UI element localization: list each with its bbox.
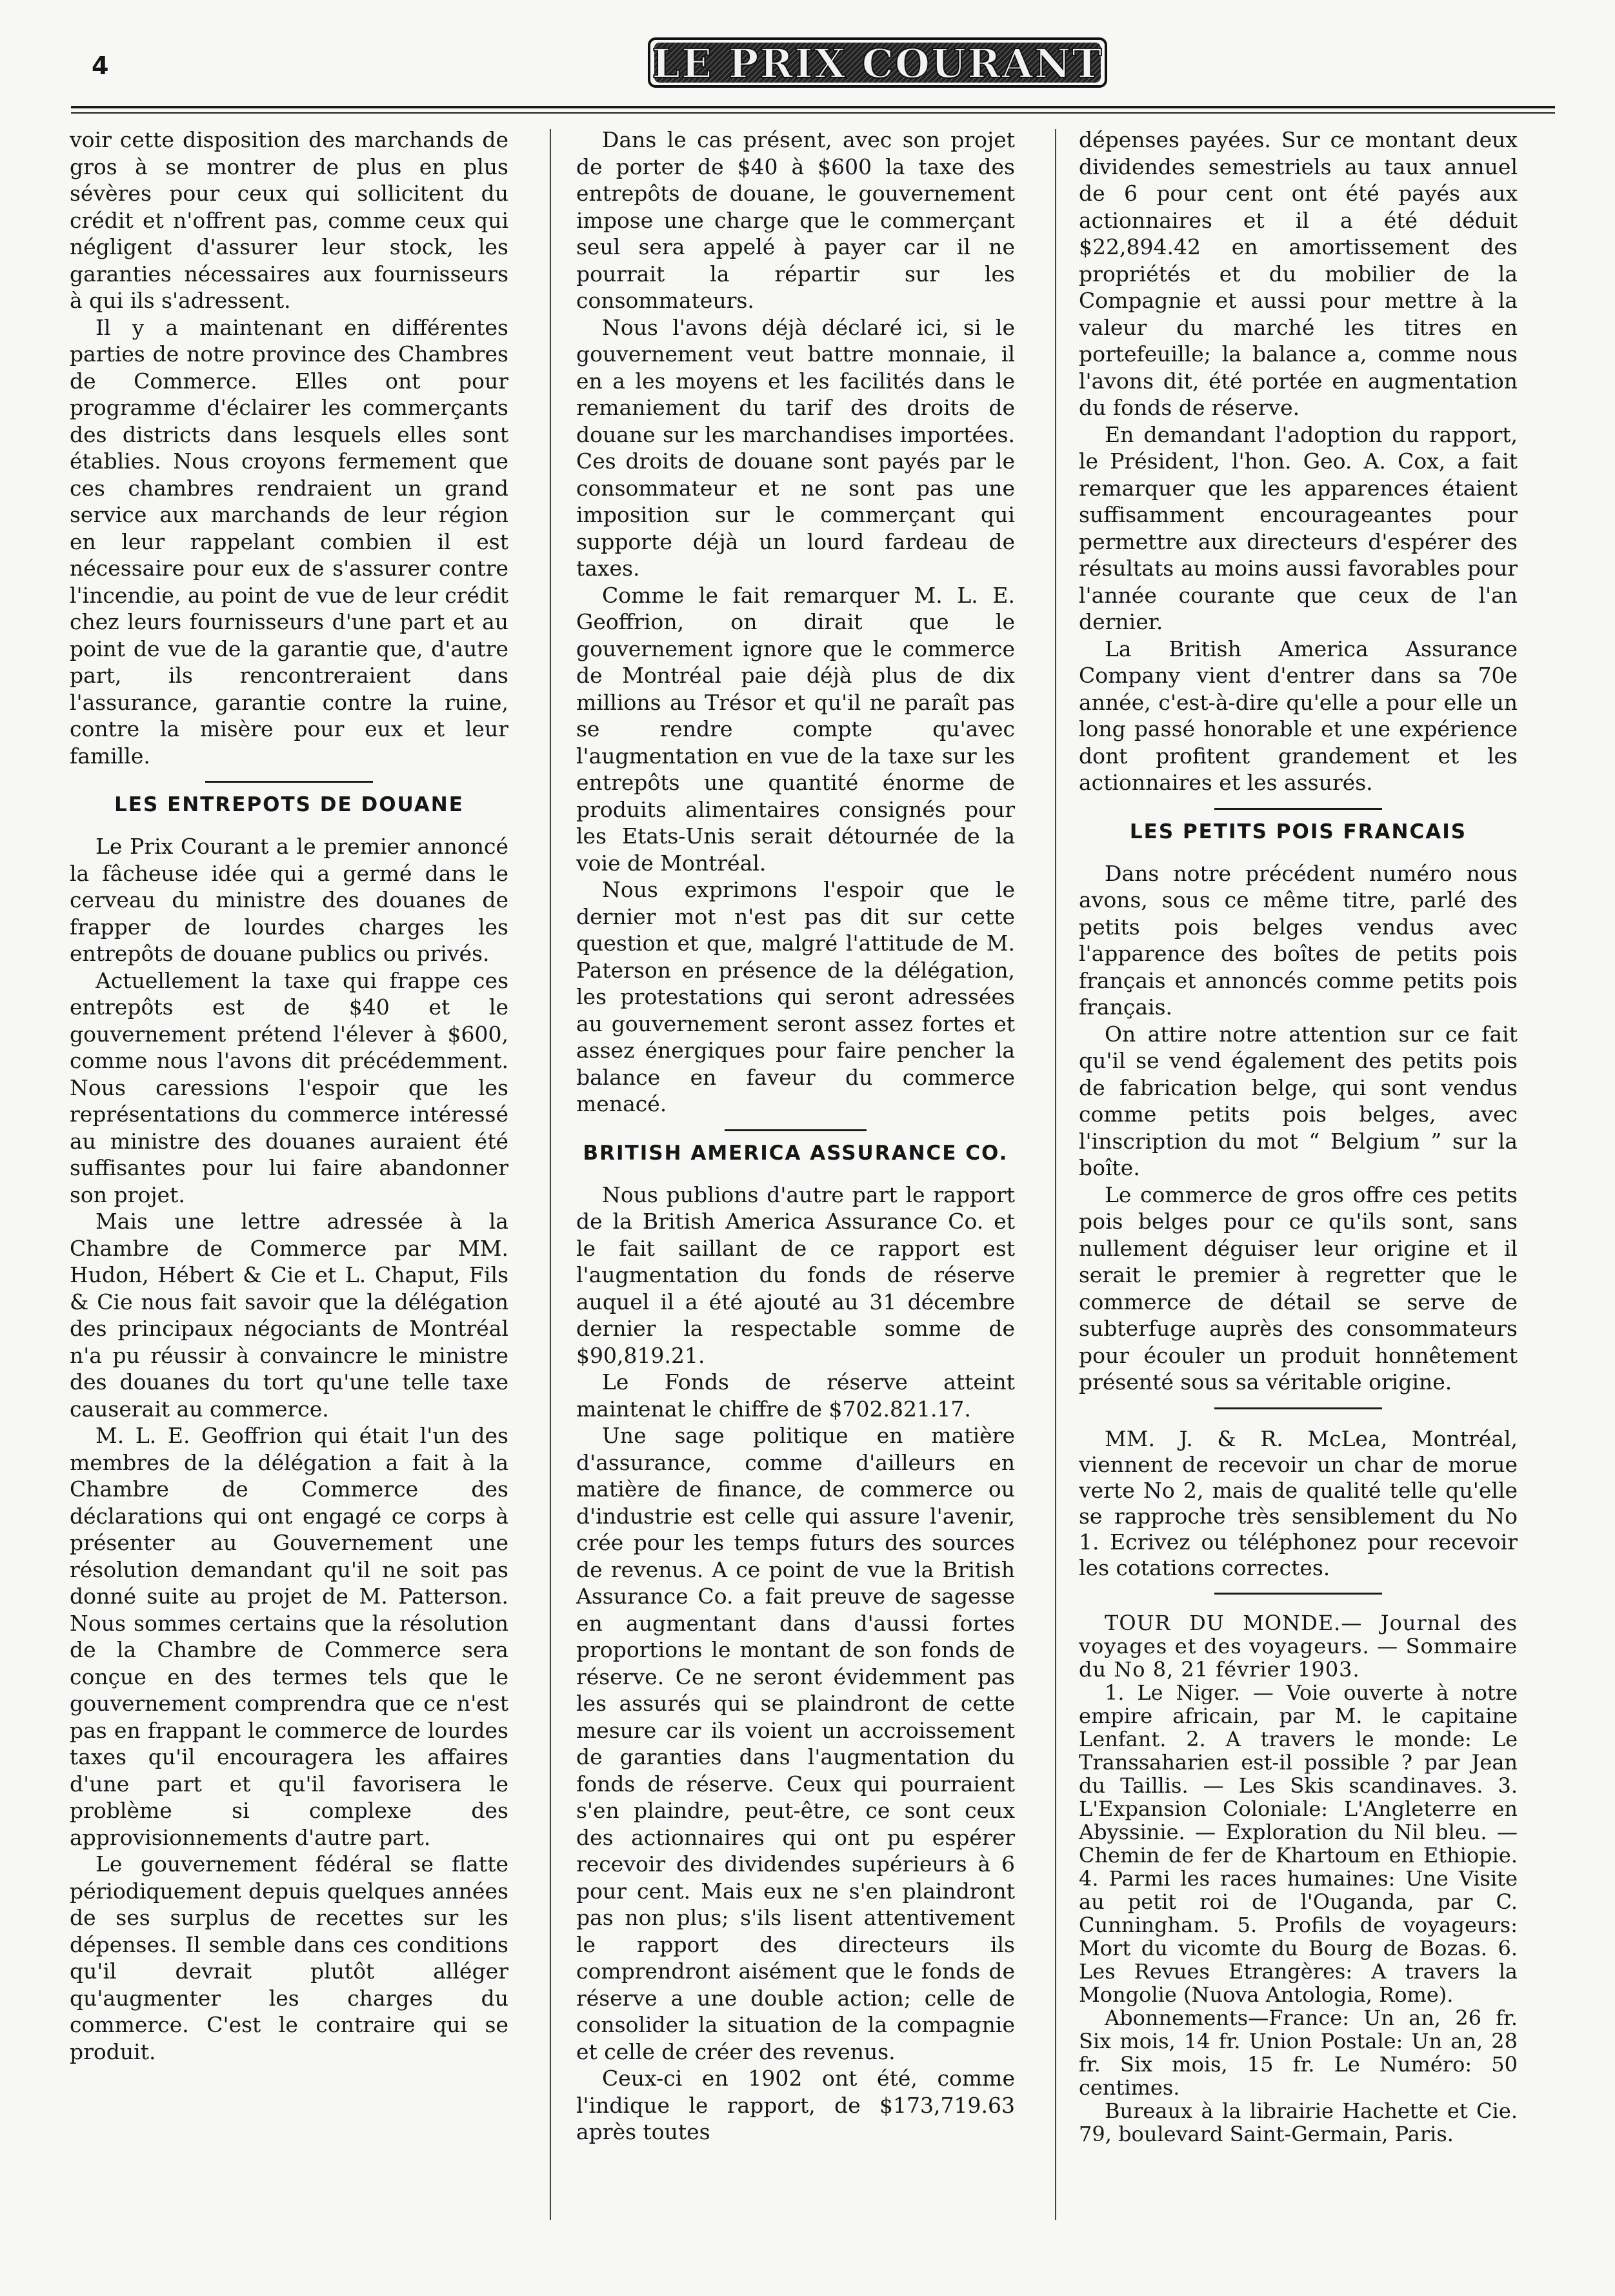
page-number: 4 — [92, 52, 109, 80]
masthead-rule — [71, 106, 1555, 108]
section-rule — [205, 781, 373, 783]
tour-du-monde-review — [1079, 1611, 1518, 2146]
section-rule — [1214, 1407, 1382, 1409]
article-paragraph: Le Prix Courant a le premier annoncé la fâcheuse idée qui a germé dans le cerveau du ministre des douanes de frapper de lourdes charges les entrepôts de douane publics ou privés. — [70, 834, 508, 966]
column-divider — [1055, 129, 1056, 2220]
article-paragraph: M. L. E. Geoffrion qui était l'un des membres de la délégation a fait à la Chambre de Commerce des déclarations qui ont engagé ce corps à présenter au Gouvernement une résolution demandant qu'il ne soit pas donné suite au projet de M. Patterson. Nous sommes certains que la résolution de la Chambre de Commerce sera conçue en des termes tels que le gouvernement comprendra que ce n'est pas en frappant le commerce de lourdes taxes qu'il encouragera les affaires d'une part et qu'il favorisera le problème si complexe des approvisionnements d'autre part. — [70, 1423, 508, 1850]
article-paragraph: Le gouvernement fédéral se flatte périodiquement depuis quelques années de ses surplus de recettes sur les dépenses. Il semble dans ces conditions qu'il devrait plutôt alléger qu'augmenter les charges du commerce. C'est le contraire qui se produit. — [70, 1851, 508, 2064]
column-2 — [576, 126, 1015, 2146]
article-paragraph: Le commerce de gros offre ces petits pois belges pour ce qu'ils sont, sans nullement déguiser leur origine et il serait le premier à regretter que le commerce de détail se serve de subterfuge auprès des consommateurs pour écouler un produit honnêtement présenté sous sa véritable origine. — [1079, 1182, 1518, 1395]
article-paragraph: Nous exprimons l'espoir que le dernier mot n'est pas dit sur cette question et que, malgré l'attitude de M. Paterson en présence de la délégation, les protestations qui seront adressées au gouvernement seront assez fortes et assez énergiques pour faire pencher la balance en faveur du commerce menacé. — [576, 877, 1015, 1116]
masthead-rule-thin — [71, 112, 1555, 114]
review-paragraph: TOUR DU MONDE.— Journal des voyages et des voyageurs. — Sommaire du No 8, 21 février 1903. — [1079, 1610, 1518, 1682]
section-rule — [1214, 1593, 1382, 1595]
masthead — [65, 30, 1574, 101]
article-paragraph: On attire notre attention sur ce fait qu'il se vend également des petits pois de fabrication belge, qui sont vendus comme petits pois belges, avec l'inscription du mot “ Belgium ” sur la boîte. — [1079, 1021, 1518, 1180]
intro-paragraph: voir cette disposition des marchands de gros à se montrer de plus en plus sévères pour ceux qui sollicitent du crédit et n'offrent pas, comme ceux qui négligent d'assurer leur stock, les garanties nécessaires aux fournisseurs à qui ils s'adressent. — [70, 127, 508, 313]
intro-paragraph: Il y a maintenant en différentes parties de notre province des Chambres de Commerce. Elles ont pour programme d'éclairer les commerçants des districts dans lesquels elles sont établies. Nous croyons fermement que ces chambres rendraient un grand service aux marchands de leur région en leur rappelant combien il est nécessaire pour eux de s'assurer contre l'incendie, au point de vue de leur crédit chez leurs fournisseurs d'une part et au point de vue de la garantie que, d'autre part, ils rencontreraient dans l'assurance, garantie contre la ruine, contre la misère pour eux et leur famille. — [70, 314, 508, 769]
section-rule — [725, 1129, 867, 1131]
review-paragraph: Abonnements—France: Un an, 26 fr. Six mois, 14 fr. Union Postale: Un an, 28 fr. Six mois, 15 fr. Le Numéro: 50 centimes. — [1079, 2005, 1518, 2100]
article-paragraph: Nous l'avons déjà déclaré ici, si le gouvernement veut battre monnaie, il en a les moyens et les facilités dans le remaniement du tarif des droits de douane sur les marchandises importées. Ces droits de douane sont payés par le consommateur et ne sont pas une imposition sur le commerçant qui supporte déjà un lourd fardeau de taxes. — [576, 314, 1015, 581]
article-paragraph: Comme le fait remarquer M. L. E. Geoffrion, on dirait que le gouvernement ignore que le commerce de Montréal paie déjà plus de dix millions au Trésor et qu'il ne paraît pas se rendre compte qu'avec l'augmentation en vue de la taxe sur les entrepôts une quantité énorme de produits alimentaires consignés pour les Etats-Unis serait détournée de la voie de Montréal. — [576, 582, 1015, 876]
column-1 — [70, 126, 508, 2065]
article-paragraph: En demandant l'adoption du rapport, le Président, l'hon. Geo. A. Cox, a fait remarquer que les apparences étaient suffisamment encourageantes pour permettre aux directeurs d'espérer des résultats au moins aussi favorables pour l'année courante que ceux de l'an dernier. — [1079, 421, 1518, 634]
masthead-logo — [645, 30, 1110, 94]
article-paragraph: Dans notre précédent numéro nous avons, sous ce même titre, parlé des petits pois belges vendus avec l'apparence des boîtes de petits pois français et annoncés comme petits pois français. — [1079, 860, 1518, 1020]
article-paragraph: Mais une lettre adressée à la Chambre de Commerce par MM. Hudon, Hébert & Cie et L. Chaput, Fils & Cie nous fait savoir que la délégation des principaux négociants de Montréal n'a pu réussir à convaincre le ministre des douanes du tort qu'une telle taxe causerait au commerce. — [70, 1209, 508, 1422]
article-paragraph: Nous publions d'autre part le rapport de la British America Assurance Co. et le fait saillant de ce rapport est l'augmentation du fonds de réserve auquel il a été ajouté au 31 décembre dernier la respectable somme de $90,819.21. — [576, 1182, 1015, 1368]
article-paragraph: Dans le cas présent, avec son projet de porter de $40 à $600 la taxe des entrepôts de douane, le gouvernement impose une charge que le commerçant seul sera appelé à payer car il ne pourrait la répartir sur les consommateurs. — [576, 127, 1015, 313]
article-paragraph: dépenses payées. Sur ce montant deux dividendes semestriels au taux annuel de 6 pour cent ont été payés aux actionnaires et il a été déduit $22,894.42 en amortissement des propriétés et du mobilier de la Compagnie et aussi pour mettre à la valeur du marché les titres en portefeuille; la balance a, comme nous l'avons dit, été portée en augmentation du fonds de réserve. — [1079, 127, 1518, 420]
article-paragraph: Le Fonds de réserve atteint maintenat le chiffre de $702.821.17. — [576, 1369, 1015, 1422]
review-paragraph: 1. Le Niger. — Voie ouverte à notre empire africain, par M. le capitaine Lenfant. 2. A travers le monde: Le Transsaharien est-il possible ? par Jean du Taillis. — Les Skis scandinaves. 3. L'Expansion Coloniale: L'Angleterre en Abyssinie. — Exploration du Nil bleu. — Chemin de fer de Khartoum en Ethiopie. 4. Parmi les races humaines: Une Visite au petit roi de l'Ouganda, par C. Cunningham. 5. Profils de voyageurs: Mort du vicomte du Bourg de Bozas. 6. Les Revues Etrangères: A travers la Mongolie (Nuova Antologia, Rome). — [1079, 1680, 1518, 2007]
column-divider — [550, 129, 551, 2220]
headline-entrepots: LES ENTREPOTS DE DOUANE — [114, 793, 464, 816]
section-rule — [1214, 808, 1382, 810]
article-paragraph: Une sage politique en matière d'assurance, comme d'ailleurs en matière de finance, de commerce ou d'industrie est celle qui assure l'avenir, crée pour les temps futurs des sources de revenus. A ce point de vue la British Assurance Co. a fait preuve de sagesse en augmentant dans d'aussi fortes proportions le montant de son fonds de réserve. Ce ne seront évidemment pas les assurés qui se plaindront de cette mesure car ils voient un accroissement de garanties dans l'augmentation du fonds de réserve. Ceux qui pourraient s'en plaindre, peut-être, ce sont ceux des actionnaires qui ont pu espérer recevoir des dividendes supérieurs à 6 pour cent. Mais eux ne s'en plaindront pas non plus; s'ils lisent attentivement le rapport des directeurs ils comprendront aisément que le fonds de réserve a une double action; celle de consolider la situation de la compagnie et celle de créer des revenus. — [576, 1423, 1015, 2064]
masthead-title: LE PRIX COURANT — [652, 40, 1103, 87]
headline-british-america: BRITISH AMERICA ASSURANCE CO. — [583, 1141, 1008, 1165]
notice-paragraph: MM. J. & R. McLea, Montréal, viennent de recevoir un char de morue verte No 2, mais de qualité telle qu'elle se rapproche très sensiblement du No 1. Ecrivez ou téléphonez pour recevoir les cotations correctes. — [1079, 1425, 1518, 1580]
article-paragraph: Actuellement la taxe qui frappe ces entrepôts est de $40 et le gouvernement prétend l'élever à $600, comme nous l'avons dit précédemment. Nous caressions l'espoir que les représentations du commerce intéressé au ministre des douanes auraient été suffisantes pour lui faire abandonner son projet. — [70, 967, 508, 1207]
headline-petits-pois: LES PETITS POIS FRANCAIS — [1129, 820, 1467, 843]
article-paragraph: Ceux-ci en 1902 ont été, comme l'indique le rapport, de $173,719.63 après toutes — [576, 2066, 1015, 2144]
review-paragraph: Bureaux à la librairie Hachette et Cie. 79, boulevard Saint-Germain, Paris. — [1079, 2098, 1518, 2146]
column-3 — [1079, 126, 1518, 2146]
article-paragraph: La British America Assurance Company vient d'entrer dans sa 70e année, c'est-à-dire qu'elle a pour elle un long passé honorable et une expérience dont profitent grandement et les actionnaires et les assurés. — [1079, 636, 1518, 795]
mclea-notice — [1079, 1426, 1518, 1581]
